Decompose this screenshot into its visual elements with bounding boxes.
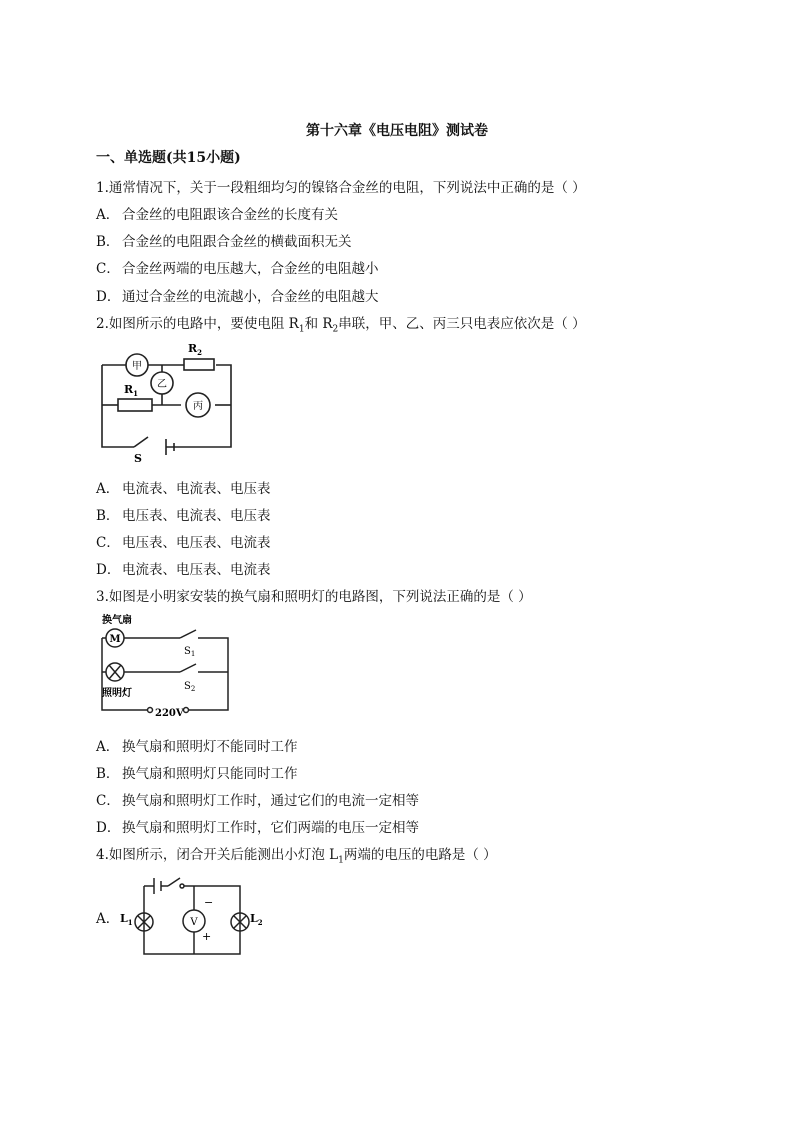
- q4-option-a-letter: A．: [96, 911, 120, 927]
- meter-bing-label: 丙: [193, 401, 203, 412]
- q2-option-d: D． 电流表、电压表、电流表: [96, 562, 271, 578]
- q1-option-b: B． 合金丝的电阻跟合金丝的横截面积无关: [96, 234, 352, 250]
- q2-option-c: C． 电压表、电压表、电流表: [96, 535, 271, 551]
- r1-label: $R_1$: [124, 383, 139, 398]
- r2-label: $R_2$: [188, 342, 203, 357]
- question-4-stem: 4.如图所示，闭合开关后能测出小灯泡 $L_1$两端的电压的电路是（ ）: [96, 847, 497, 866]
- question-3-stem: 3.如图是小明家安装的换气扇和照明灯的电路图，下列说法正确的是（ ）: [96, 589, 532, 605]
- page-title: 第十六章《电压电阻》测试卷: [306, 123, 488, 139]
- meter-yi-label: 乙: [157, 379, 167, 390]
- s2-label: $S_2$: [184, 681, 196, 693]
- q3-option-c: C． 换气扇和照明灯工作时，通过它们的电流一定相等: [96, 793, 419, 809]
- voltmeter-plus-label: +: [202, 930, 212, 943]
- q1-option-a: A． 合金丝的电阻跟该合金丝的长度有关: [96, 207, 338, 223]
- section-heading: 一、单选题(共15小题): [96, 150, 241, 166]
- q1-option-c: C． 合金丝两端的电压越大，合金丝的电阻越小: [96, 261, 379, 277]
- q3-circuit-diagram: [98, 610, 233, 722]
- question-1-stem: 1.通常情况下，关于一段粗细均匀的镍铬合金丝的电阻，下列说法中正确的是（ ）: [96, 180, 586, 196]
- s1-label: $S_1$: [184, 646, 196, 658]
- fan-motor-m-label: M: [109, 634, 121, 645]
- voltmeter-v-label: V: [190, 917, 198, 928]
- meter-jia-label: 甲: [132, 361, 142, 372]
- lamp-label: 照明灯: [102, 688, 132, 699]
- q3-option-a: A． 换气扇和照明灯不能同时工作: [96, 739, 298, 755]
- question-2-stem: 2.如图所示的电路中，要使电阻 $R_1$和 $R_2$串联，甲、乙、丙三只电表应依次是（ ）: [96, 316, 586, 335]
- q2-option-b: B． 电压表、电流表、电压表: [96, 508, 271, 524]
- l1-label: $L_1$: [120, 912, 133, 927]
- q3-option-b: B． 换气扇和照明灯只能同时工作: [96, 766, 298, 782]
- q2-option-a: A． 电流表、电流表、电压表: [96, 481, 271, 497]
- l2-label: $L_2$: [250, 912, 263, 927]
- q2-circuit-diagram: [96, 335, 241, 467]
- voltmeter-minus-label: −: [204, 896, 214, 909]
- q3-option-d: D． 换气扇和照明灯工作时，它们两端的电压一定相等: [96, 820, 419, 836]
- q1-option-d: D． 通过合金丝的电流越小，合金丝的电阻越大: [96, 289, 379, 305]
- voltage-220v-label: 220V: [155, 708, 184, 719]
- fan-label: 换气扇: [102, 615, 132, 626]
- q4-option-a-circuit: [116, 872, 266, 962]
- switch-s-label: S: [134, 452, 142, 465]
